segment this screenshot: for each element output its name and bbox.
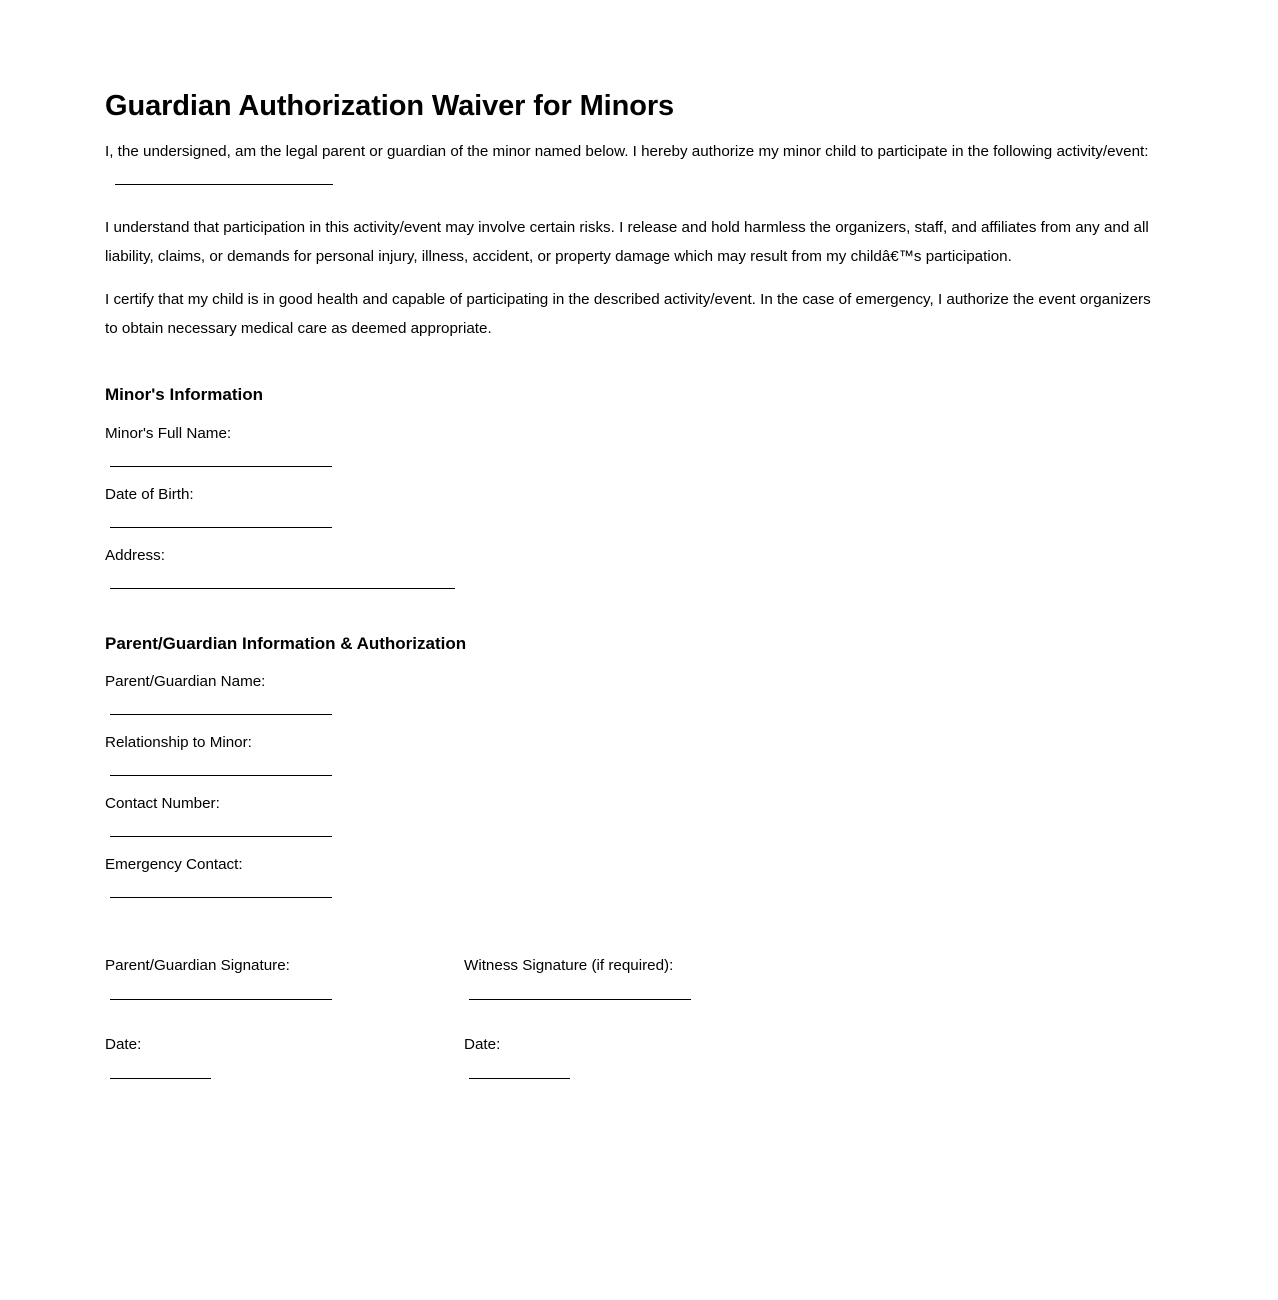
field-minor-date-of-birth <box>105 467 1160 528</box>
field-blank-witness-date[interactable] <box>469 1078 570 1079</box>
field-parent-guardian-date <box>105 1035 211 1079</box>
signature-date-row <box>105 1035 1160 1095</box>
section-heading-parent-guardian-information: Parent/Guardian Information & Authorization <box>105 633 467 653</box>
field-label-parent-guardian-signature: Parent/Guardian Signature: <box>105 957 290 975</box>
field-label-emergency-contact: Emergency Contact: <box>105 856 243 874</box>
field-parent-guardian-signature <box>105 956 332 1000</box>
field-label-contact-number: Contact Number: <box>105 795 220 813</box>
field-blank-parent-guardian-date[interactable] <box>110 1078 211 1079</box>
intro-paragraph-text: I, the undersigned, am the legal parent or guardian of the minor named below. I hereby authorize my minor child to participate in the following activity/event: <box>105 143 1149 161</box>
field-blank-parent-guardian-signature[interactable] <box>110 999 332 1000</box>
field-label-minor-date-of-birth: Date of Birth: <box>105 485 194 503</box>
health-certification-paragraph: I certify that my child is in good health and capable of participating in the described activity/event. In the case of emergency, I authorize the event organizers to obtain necessary medical care as deemed appropriate. <box>105 291 1151 338</box>
document-content <box>105 0 1160 1095</box>
field-blank-witness-signature[interactable] <box>469 999 691 1000</box>
activity-event-blank-line[interactable] <box>115 171 333 185</box>
field-label-relationship-to-minor: Relationship to Minor: <box>105 734 252 752</box>
intro-paragraph <box>105 123 1160 195</box>
field-label-parent-guardian-date: Date: <box>105 1036 142 1054</box>
field-label-parent-guardian-name: Parent/Guardian Name: <box>105 673 266 691</box>
field-label-witness-date: Date: <box>464 1036 501 1054</box>
signature-row <box>105 956 1160 1035</box>
field-witness-date <box>464 1035 570 1079</box>
page-title: Guardian Authorization Waiver for Minors <box>105 90 675 122</box>
field-contact-number <box>105 776 1160 837</box>
field-witness-signature <box>464 956 691 1000</box>
field-label-minor-full-name: Minor's Full Name: <box>105 424 232 442</box>
field-label-minor-address: Address: <box>105 546 165 564</box>
field-parent-guardian-name <box>105 654 1160 715</box>
signature-block <box>105 898 1160 1095</box>
field-relationship-to-minor <box>105 715 1160 776</box>
field-emergency-contact <box>105 837 1160 898</box>
liability-paragraph: I understand that participation in this activity/event may involve certain risks. I release and hold harmless the organizers, staff, and affiliates from any and all liability, claims, or demands for personal injury, illness, accident, or property damage which may result from my childâ€™s participation. <box>105 219 1149 266</box>
field-label-witness-signature: Witness Signature (if required): <box>464 957 674 975</box>
field-minor-address <box>105 528 1160 589</box>
section-heading-minor-information: Minor's Information <box>105 385 263 405</box>
field-minor-full-name <box>105 406 1160 467</box>
